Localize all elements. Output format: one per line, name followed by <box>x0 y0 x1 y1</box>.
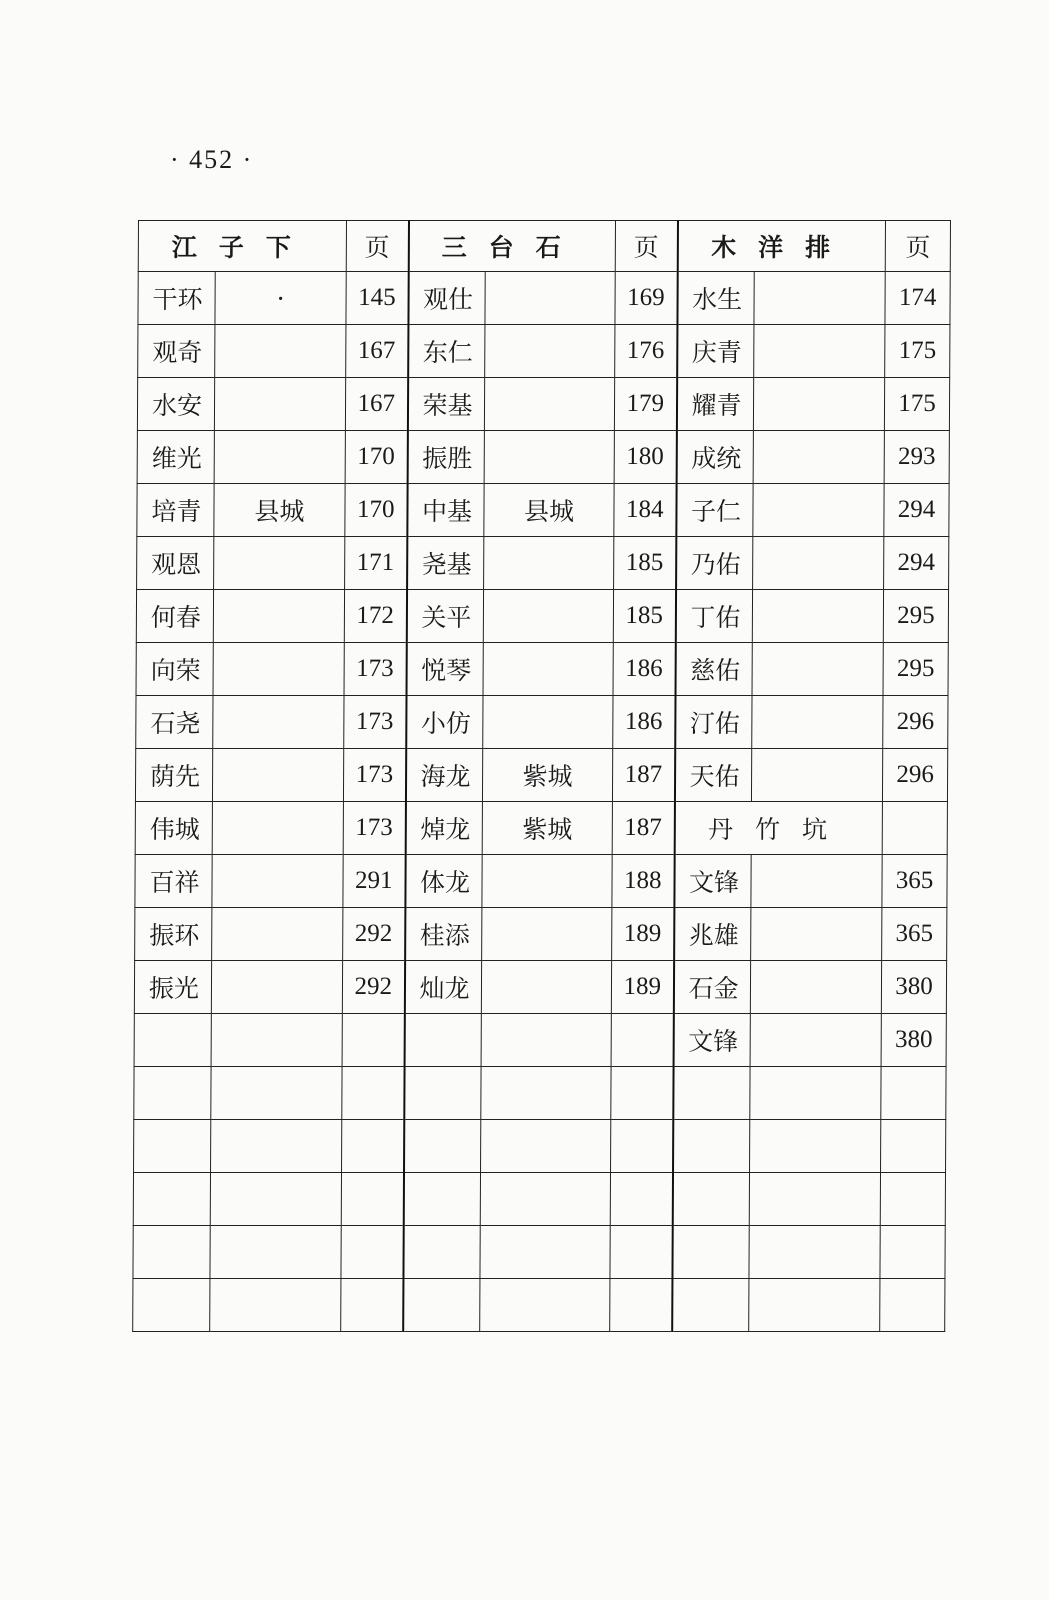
name-cell: 文锋 <box>674 855 751 908</box>
name-cell: 尧基 <box>407 537 484 590</box>
name-cell: 悦琴 <box>406 643 483 696</box>
name-cell: 兆雄 <box>674 908 751 961</box>
name-cell <box>403 1173 480 1226</box>
note-cell <box>214 537 345 590</box>
name-cell: 灿龙 <box>404 961 481 1014</box>
note-cell <box>753 431 884 484</box>
note-cell <box>215 325 346 378</box>
table-row <box>133 1279 945 1332</box>
page-cell: 179 <box>614 378 676 431</box>
note-cell <box>482 908 612 961</box>
note-cell <box>749 1226 880 1279</box>
page-cell <box>881 1067 946 1120</box>
section-subheader: 丹竹坑 <box>674 802 882 855</box>
page-cell: 292 <box>342 961 404 1014</box>
page-cell: 184 <box>614 484 676 537</box>
name-cell <box>403 1226 480 1279</box>
note-cell <box>212 855 343 908</box>
name-cell: 观奇 <box>138 325 215 378</box>
table-row <box>134 961 946 1014</box>
page-header-2: 页 <box>615 221 677 272</box>
page-cell: 173 <box>344 643 406 696</box>
page-cell <box>341 1279 403 1332</box>
note-cell <box>212 802 343 855</box>
page-cell: 189 <box>612 908 674 961</box>
page-cell: 185 <box>613 590 675 643</box>
page-cell: 175 <box>884 378 949 431</box>
table-row <box>138 325 950 378</box>
page-cell <box>882 802 947 855</box>
note-cell <box>484 431 614 484</box>
page-cell: 167 <box>345 378 407 431</box>
page-cell: 380 <box>881 961 946 1014</box>
name-cell <box>133 1173 210 1226</box>
page-cell: 294 <box>884 537 949 590</box>
header-row <box>138 221 950 272</box>
note-cell: 紫城 <box>482 802 612 855</box>
page-cell <box>881 1120 946 1173</box>
page-cell <box>611 1067 673 1120</box>
name-cell: 振胜 <box>407 431 484 484</box>
page-cell <box>610 1279 672 1332</box>
note-cell <box>210 1226 341 1279</box>
name-cell <box>672 1173 749 1226</box>
page-cell <box>880 1226 945 1279</box>
page-cell <box>880 1279 945 1332</box>
note-cell <box>749 1279 880 1332</box>
note-cell <box>752 643 883 696</box>
note-cell <box>213 643 344 696</box>
note-cell <box>484 378 614 431</box>
note-cell <box>485 272 615 325</box>
page-cell: 171 <box>345 537 407 590</box>
name-cell: 成统 <box>676 431 753 484</box>
name-cell: 石尧 <box>136 696 213 749</box>
table-row <box>133 1226 945 1279</box>
page-cell: 170 <box>345 484 407 537</box>
page-cell: 296 <box>883 696 948 749</box>
note-cell: · <box>215 272 346 325</box>
note-cell <box>754 325 885 378</box>
note-cell <box>212 908 343 961</box>
note-cell <box>213 696 344 749</box>
table-row <box>136 590 948 643</box>
name-cell: 培青 <box>137 484 214 537</box>
page-cell: 187 <box>612 802 674 855</box>
page-cell: 185 <box>614 537 676 590</box>
note-cell <box>482 855 612 908</box>
name-cell: 振环 <box>135 908 212 961</box>
table-row <box>133 1173 945 1226</box>
name-cell: 子仁 <box>676 484 753 537</box>
note-cell <box>480 1279 610 1332</box>
page-cell <box>611 1120 673 1173</box>
name-cell <box>134 1014 211 1067</box>
name-cell: 耀青 <box>676 378 753 431</box>
name-cell <box>672 1226 749 1279</box>
note-cell <box>753 537 884 590</box>
name-cell: 汀佑 <box>675 696 752 749</box>
table-row <box>137 484 949 537</box>
page-cell <box>610 1226 672 1279</box>
note-cell <box>749 1173 880 1226</box>
table-row <box>137 537 949 590</box>
section-header-3: 木洋排 <box>677 221 885 272</box>
name-cell: 何春 <box>136 590 213 643</box>
name-cell <box>133 1279 210 1332</box>
page-cell: 292 <box>343 908 405 961</box>
table-row <box>138 272 950 325</box>
page-cell: 291 <box>343 855 405 908</box>
name-cell: 荣基 <box>407 378 484 431</box>
page-cell: 173 <box>344 696 406 749</box>
name-cell <box>673 1120 750 1173</box>
name-cell: 天佑 <box>674 749 751 802</box>
name-cell: 中基 <box>407 484 484 537</box>
name-cell <box>672 1279 749 1332</box>
table-row <box>135 855 947 908</box>
note-cell: 县城 <box>214 484 345 537</box>
page-cell <box>341 1173 403 1226</box>
note-cell <box>752 696 883 749</box>
name-cell: 观恩 <box>137 537 214 590</box>
table-body <box>133 272 951 1332</box>
note-cell <box>481 961 611 1014</box>
page-cell: 170 <box>345 431 407 484</box>
page-header-3: 页 <box>885 221 950 272</box>
name-cell <box>404 1120 481 1173</box>
page-cell: 180 <box>614 431 676 484</box>
name-cell: 焯龙 <box>405 802 482 855</box>
name-cell: 桂添 <box>405 908 482 961</box>
note-cell <box>481 1067 611 1120</box>
page-cell: 176 <box>615 325 677 378</box>
note-cell <box>753 378 884 431</box>
page-number: · 452 · <box>170 145 254 174</box>
name-cell: 文锋 <box>673 1014 750 1067</box>
page-cell: 167 <box>346 325 408 378</box>
page-cell: 295 <box>883 643 948 696</box>
page-cell: 186 <box>613 643 675 696</box>
name-cell: 干环 <box>138 272 215 325</box>
note-cell <box>752 590 883 643</box>
page-cell: 174 <box>885 272 950 325</box>
table-row <box>135 749 947 802</box>
note-cell <box>481 1014 611 1067</box>
genealogy-index-table <box>132 220 951 1332</box>
page-cell: 145 <box>346 272 408 325</box>
table-row <box>134 1014 946 1067</box>
note-cell <box>750 1014 881 1067</box>
note-cell <box>210 1173 341 1226</box>
page-cell: 295 <box>883 590 948 643</box>
page-cell: 175 <box>885 325 950 378</box>
name-cell <box>133 1226 210 1279</box>
page-cell <box>342 1120 404 1173</box>
note-cell <box>481 1120 611 1173</box>
note-cell <box>485 325 615 378</box>
name-cell: 振光 <box>134 961 211 1014</box>
name-cell <box>134 1067 211 1120</box>
note-cell <box>750 1120 881 1173</box>
section-header-2: 三台石 <box>408 221 615 272</box>
note-cell <box>750 961 881 1014</box>
page-cell <box>880 1173 945 1226</box>
name-cell: 体龙 <box>405 855 482 908</box>
name-cell: 小仿 <box>406 696 483 749</box>
page-cell: 380 <box>881 1014 946 1067</box>
note-cell <box>751 855 882 908</box>
name-cell: 维光 <box>137 431 214 484</box>
page-cell: 169 <box>615 272 677 325</box>
note-cell: 紫城 <box>482 749 612 802</box>
note-cell <box>211 1067 342 1120</box>
page-cell: 173 <box>343 802 405 855</box>
name-cell <box>403 1279 480 1332</box>
name-cell: 伟城 <box>135 802 212 855</box>
note-cell <box>211 961 342 1014</box>
note-cell <box>210 1279 341 1332</box>
name-cell: 乃佑 <box>676 537 753 590</box>
name-cell: 观仕 <box>408 272 485 325</box>
page-cell: 172 <box>344 590 406 643</box>
note-cell <box>751 749 882 802</box>
page-cell: 294 <box>884 484 949 537</box>
page-cell: 296 <box>883 749 948 802</box>
note-cell <box>213 590 344 643</box>
name-cell: 百祥 <box>135 855 212 908</box>
name-cell <box>673 1067 750 1120</box>
name-cell: 荫先 <box>135 749 212 802</box>
name-cell: 丁佑 <box>675 590 752 643</box>
note-cell <box>211 1014 342 1067</box>
note-cell <box>480 1173 610 1226</box>
page-cell <box>341 1226 403 1279</box>
page-cell: 173 <box>343 749 405 802</box>
note-cell <box>212 749 343 802</box>
name-cell: 石金 <box>673 961 750 1014</box>
page-cell: 187 <box>612 749 674 802</box>
note-cell <box>751 908 882 961</box>
note-cell <box>484 537 614 590</box>
note-cell <box>480 1226 610 1279</box>
note-cell <box>214 431 345 484</box>
name-cell: 向荣 <box>136 643 213 696</box>
table-row <box>137 431 949 484</box>
page-cell: 188 <box>612 855 674 908</box>
name-cell: 慈佑 <box>675 643 752 696</box>
page-cell <box>342 1014 404 1067</box>
page-cell: 365 <box>882 908 947 961</box>
note-cell <box>483 643 613 696</box>
table-row <box>135 802 947 855</box>
page-cell: 186 <box>613 696 675 749</box>
table-row <box>134 1067 946 1120</box>
name-cell: 庆青 <box>677 325 754 378</box>
note-cell <box>483 590 613 643</box>
note-cell <box>753 484 884 537</box>
page-cell: 293 <box>884 431 949 484</box>
page-cell <box>611 1014 673 1067</box>
name-cell: 海龙 <box>405 749 482 802</box>
note-cell <box>211 1120 342 1173</box>
name-cell <box>134 1120 211 1173</box>
name-cell: 水安 <box>137 378 214 431</box>
page-cell: 189 <box>611 961 673 1014</box>
page-cell <box>342 1067 404 1120</box>
table-row <box>134 1120 946 1173</box>
table-row <box>137 378 949 431</box>
note-cell <box>214 378 345 431</box>
name-cell <box>404 1067 481 1120</box>
page-header-1: 页 <box>346 221 408 272</box>
note-cell: 县城 <box>484 484 614 537</box>
note-cell <box>483 696 613 749</box>
note-cell <box>754 272 885 325</box>
note-cell <box>750 1067 881 1120</box>
table-row <box>136 696 948 749</box>
name-cell: 关平 <box>406 590 483 643</box>
section-header-1: 江子下 <box>138 221 346 272</box>
name-cell: 东仁 <box>408 325 485 378</box>
name-cell <box>404 1014 481 1067</box>
name-cell: 水生 <box>677 272 754 325</box>
page-cell <box>610 1173 672 1226</box>
page-cell: 365 <box>882 855 947 908</box>
table-row <box>135 908 947 961</box>
table-row <box>136 643 948 696</box>
